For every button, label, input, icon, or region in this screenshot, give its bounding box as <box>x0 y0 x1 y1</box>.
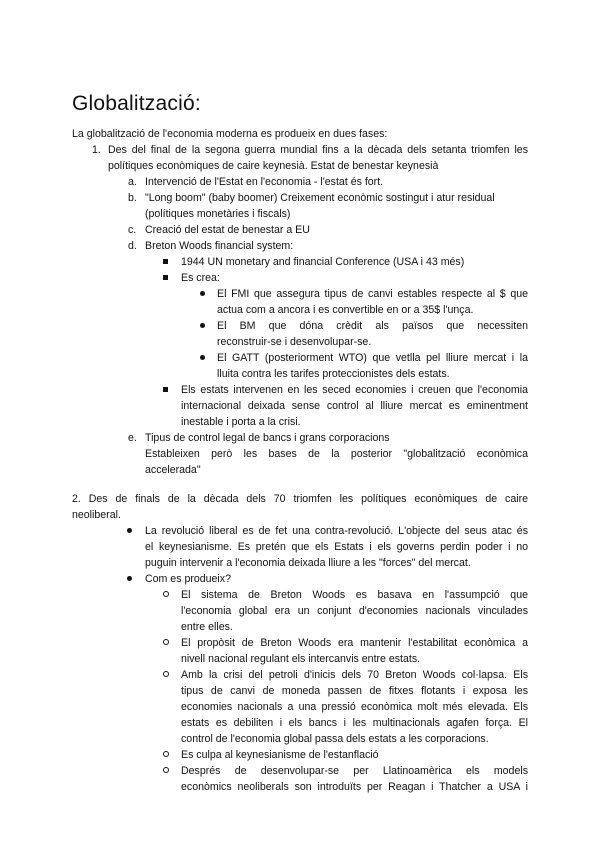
circle-item-text: Amb la crisi del petroli d'inicis dels 70 Breton Woods col·lapsa. Els <box>181 669 528 681</box>
list-letter: c. <box>128 224 137 236</box>
disc-bullet-icon <box>200 291 205 296</box>
sub-sub-item-text: reconstruir-se i desenvolupar-se. <box>217 336 372 348</box>
bullet-text: La revolució liberal es de fet una contra-revolució. L'objecte del seus atac és <box>145 525 528 537</box>
list-letter: b. <box>128 192 137 204</box>
sub-sub-item-text: El BM que dóna crèdit als països que necessiten <box>217 320 528 332</box>
item-c-text: Creació del estat de benestar a EU <box>145 224 310 236</box>
disc-bullet-icon <box>127 528 132 533</box>
sub-item-text: 1944 UN monetary and financial Conference (USA i 43 més) <box>181 256 465 268</box>
bullet-text: puguin intervenir a l'economia deixada lliure a les "forces" del mercat. <box>145 557 471 569</box>
circle-item-text: El sistema de Breton Woods es basava en l'assumpció que <box>181 589 528 601</box>
circle-item-text: entre elles. <box>181 621 233 633</box>
sub-sub-item-text: El FMI que assegura tipus de canvi estables respecte al $ que <box>217 288 528 300</box>
disc-bullet-icon <box>200 355 205 360</box>
item-b-text: "Long boom" (baby boomer) Creixement econòmic sostingut i atur residual <box>145 192 495 204</box>
list-letter: d. <box>128 240 137 252</box>
sub-item-text: internacional deixada sense control al lliure mercat es eminentment <box>181 400 528 412</box>
item-d-text: Breton Woods financial system: <box>145 240 294 252</box>
sub-item-text: Els estats intervenen en les seced economies i creuen que l'economia <box>181 384 528 396</box>
sub-sub-item-text: lluita contra les tarifes proteccionistes dels estats. <box>217 368 450 380</box>
circle-item-text: El propòsit de Breton Woods era mantenir l'estabilitat econòmica a <box>181 637 528 649</box>
item-a-text: Intervenció de l'Estat en l'economia - l'estat és fort. <box>145 176 384 188</box>
square-bullet-icon <box>163 275 168 280</box>
item-e-text: accelerada" <box>145 464 201 476</box>
phase1-line: Des del final de la segona guerra mundial fins a la dècada dels setanta triomfen les <box>108 144 528 156</box>
sub-item-text: Es crea: <box>181 272 220 284</box>
square-bullet-icon <box>163 387 168 392</box>
circle-item-text: nivell nacional regulant els intercanvis entre estats. <box>181 653 421 665</box>
list-number: 1. <box>92 144 101 156</box>
phase2-line: 2. Des de finals de la dècada dels 70 triomfen les polítiques econòmiques de caire <box>72 493 528 505</box>
disc-bullet-icon <box>127 576 132 581</box>
square-bullet-icon <box>163 259 168 264</box>
circle-item-text: Després de desenvolupar-se per Llatinoamèrica els models <box>181 765 528 777</box>
circle-bullet-icon <box>163 671 169 677</box>
intro-text: La globalització de l'economia moderna es produeix en dues fases: <box>72 128 388 140</box>
circle-bullet-icon <box>163 591 169 597</box>
phase1-line: polítiques econòmiques de caire keynesià. Estat de benestar keynesià <box>108 160 439 172</box>
bullet-text: el keynesianisme. Es pretén que els Estats i els governs perdin poder i no <box>145 541 528 553</box>
page-title: Globalització: <box>72 92 201 115</box>
bullet-text: Com es produeix? <box>145 573 231 585</box>
circle-bullet-icon <box>163 767 169 773</box>
item-e-text: Tipus de control legal de bancs i grans corporacions <box>145 432 390 444</box>
sub-sub-item-text: El GATT (posteriorment WTO) que vetlla pel lliure mercat i la <box>217 352 528 364</box>
circle-item-text: econòmics neoliberals son introduïts per Reagan i Thatcher a USA i <box>181 781 528 793</box>
circle-item-text: tipus de canvi de moneda passen de fitxes flotants i exposa les <box>181 685 528 697</box>
disc-bullet-icon <box>200 323 205 328</box>
circle-item-text: Es culpa al keynesianisme de l'estanflació <box>181 749 379 761</box>
list-letter: e. <box>128 432 137 444</box>
sub-sub-item-text: actua com a ancora i es convertible en or a 35$ l'unça. <box>217 304 474 316</box>
circle-item-text: l'economia global era un conjunt d'economies nacionals vinculades <box>181 605 528 617</box>
circle-bullet-icon <box>163 751 169 757</box>
circle-bullet-icon <box>163 639 169 645</box>
sub-item-text: inestable i porta a la crisi. <box>181 416 301 428</box>
item-b-text: (polítiques monetàries i fiscals) <box>145 208 291 220</box>
circle-item-text: control de l'economia global passa dels estats a les corporacions. <box>181 733 489 745</box>
item-e-text: Estableixen però les bases de la posterior "globalització econòmica <box>145 448 528 460</box>
circle-item-text: estats es debiliten i els bancs i les multinacionals agafen força. El <box>181 717 528 729</box>
list-letter: a. <box>128 176 137 188</box>
phase2-line: neoliberal. <box>72 509 121 521</box>
circle-item-text: economies nacionals a una pressió econòmica molt més elevada. Els <box>181 701 528 713</box>
